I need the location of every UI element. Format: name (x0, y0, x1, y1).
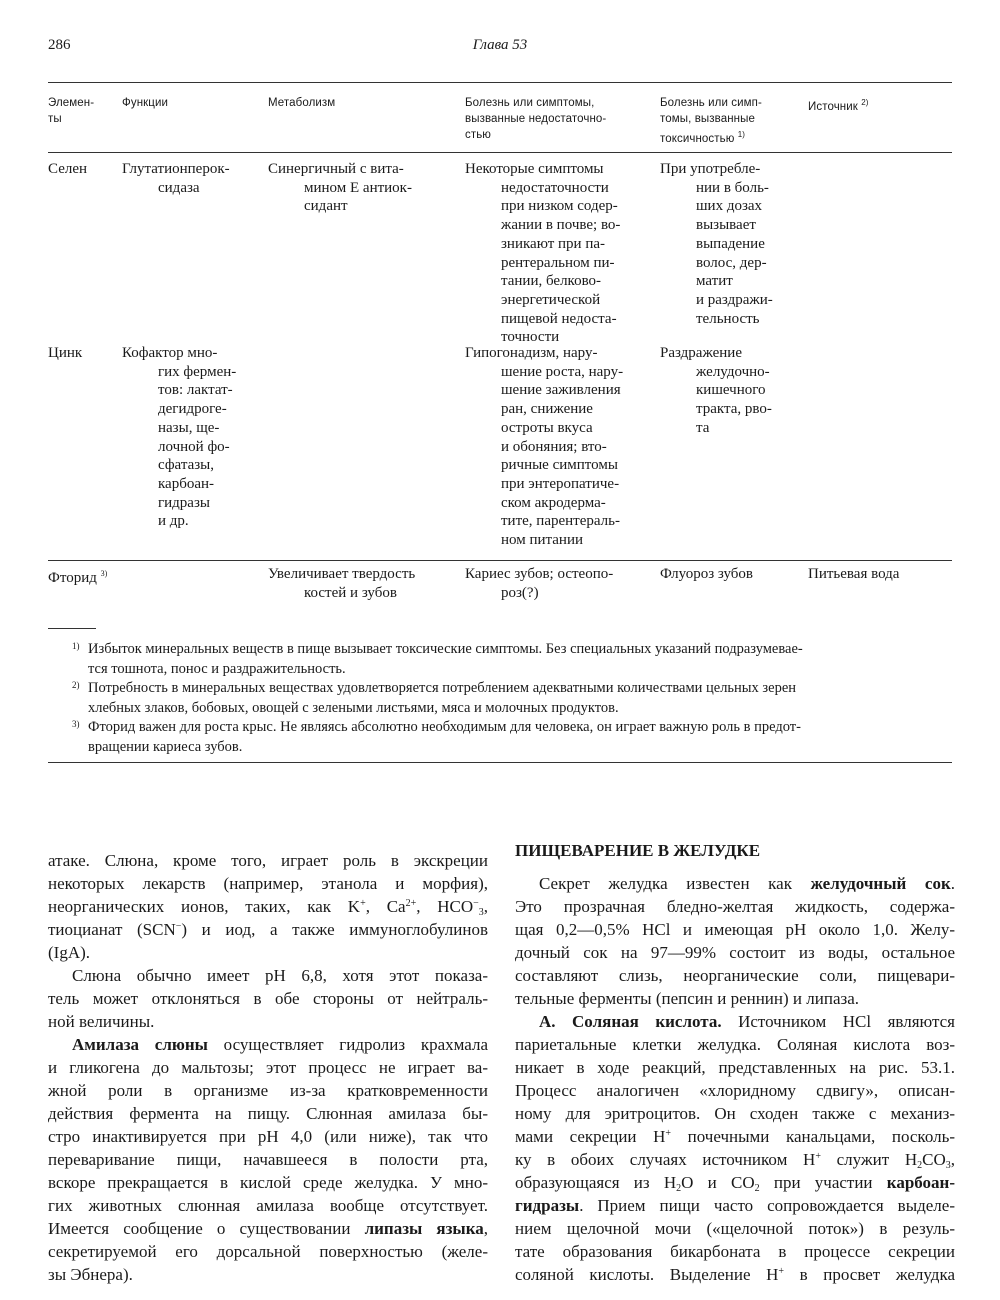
text-line (515, 918, 955, 941)
text-line (48, 1171, 488, 1194)
text-segment: (IgA). (48, 943, 91, 962)
cell-line (48, 160, 87, 179)
text-line (48, 1240, 488, 1263)
cell-line (465, 438, 623, 457)
cell-line (465, 419, 623, 438)
text-line (515, 872, 955, 895)
header-line: Болезнь или симп- (660, 97, 762, 109)
cell-line (122, 363, 236, 382)
text-segment: тельные ферменты (пепсин и реннин) и липаза. (515, 989, 860, 1008)
header-line: Элемен- (48, 97, 95, 109)
text-line (515, 1217, 955, 1240)
text-segment: 2+ (405, 898, 417, 909)
table-cell-toxicity (660, 344, 772, 438)
cell-line (122, 344, 236, 363)
header-line: Болезнь или симптомы, (465, 97, 595, 109)
right-text-column (515, 839, 955, 1286)
text-segment: + (665, 1128, 672, 1139)
text-segment: тиоцианат (SCN (48, 920, 176, 939)
text-line (48, 918, 488, 941)
table-cell-deficiency (465, 344, 623, 550)
table-cell-deficiency (465, 160, 620, 347)
footnote-ref: 3) (100, 569, 108, 578)
cell-text: назы, ще- (158, 419, 220, 436)
bold-term: Амилаза слюны (72, 1035, 208, 1054)
text-segment: O и CO (681, 1173, 755, 1192)
table-cell-deficiency (465, 565, 613, 602)
text-segment: , HCO (416, 897, 474, 916)
cell-text: нии в боль- (696, 179, 769, 196)
text-segment: 2 (917, 1160, 923, 1171)
footnote (72, 679, 952, 718)
text-segment: жной роли в организме из-за кратковременности (48, 1081, 488, 1100)
text-line (515, 941, 955, 964)
cell-text: зникают при па- (501, 235, 605, 252)
cell-line (660, 419, 772, 438)
cell-line (465, 179, 620, 198)
cell-line (660, 272, 773, 291)
table-cell-toxicity (660, 565, 753, 584)
text-line (515, 964, 955, 987)
cell-text: тите, парентераль- (501, 513, 620, 530)
text-segment: париетальные клетки желудка. Соляная кислота воз- (515, 1035, 955, 1054)
text-line (48, 1148, 488, 1171)
cell-text: тов: лактат- (158, 382, 233, 399)
cell-text: шение заживления (501, 382, 621, 399)
cell-line (122, 400, 236, 419)
cell-text: выпадение (696, 235, 765, 252)
header-line: Метаболизм (268, 97, 336, 109)
text-segment: Секрет желудка известен как (539, 874, 811, 893)
text-segment: 3 (478, 907, 484, 918)
cell-text: остроты вкуса (501, 419, 593, 436)
cell-line (268, 565, 415, 584)
cell-line (465, 310, 620, 329)
cell-text: Кофактор мно- (122, 345, 218, 361)
bold-term: гидразы (515, 1196, 580, 1215)
text-segment: мами секреции H (515, 1127, 666, 1146)
text-segment: служит H (820, 1150, 918, 1169)
text-segment: Источником HCl являются (721, 1012, 955, 1031)
cell-line (465, 197, 620, 216)
text-segment: + (360, 898, 366, 909)
text-segment: ному для эритроцитов. Он сходен также с механиз- (515, 1104, 955, 1123)
cell-text: костей и зубов (304, 584, 397, 601)
cell-text: желудочно- (696, 363, 770, 380)
text-line (515, 1010, 955, 1033)
cell-text: тельность (696, 310, 760, 327)
table-header-cell (465, 95, 606, 143)
cell-text: недостаточности (501, 179, 609, 196)
running-head: Глава 53 (472, 37, 528, 53)
text-segment: образующаяся из H (515, 1173, 677, 1192)
cell-line (465, 456, 623, 475)
text-line (515, 1125, 955, 1148)
footnote-line: Фторид важен для роста крыс. Не являясь абсолютно необходимым для человека, он играет важную роль в предот- (88, 719, 801, 735)
text-segment: зы Эбнера). (48, 1265, 133, 1284)
footnote-line: вращении кариеса зубов. (88, 738, 243, 755)
cell-text: ран, снижение (501, 401, 593, 418)
text-segment: неорганических ионов, таких, как K (48, 897, 361, 916)
text-segment: атаке. Слюна, кроме того, играет роль в экскреции (48, 851, 488, 870)
cell-line (122, 160, 230, 179)
footnote-marker: 1) (72, 641, 80, 651)
cell-line (465, 494, 623, 513)
cell-line (465, 363, 623, 382)
footnote-marker: 3) (72, 719, 80, 729)
cell-text: шение роста, нару- (501, 363, 624, 380)
cell-line (660, 291, 773, 310)
cell-line (465, 291, 620, 310)
cell-text: тракта, рво- (696, 401, 772, 418)
table-cell-function (122, 344, 236, 531)
table-cell-element (48, 160, 87, 179)
cell-text: и обоняния; вто- (501, 438, 607, 455)
table-cell-source (808, 565, 899, 584)
footnote-text (72, 640, 952, 679)
cell-line (660, 381, 772, 400)
cell-line (122, 438, 236, 457)
cell-text: Раздражение (660, 345, 742, 361)
cell-line (660, 310, 773, 329)
cell-text: дегидроге- (158, 401, 227, 418)
text-line (48, 1217, 488, 1240)
footnote (72, 640, 952, 679)
cell-line (465, 531, 623, 550)
text-line (48, 941, 488, 964)
cell-line (660, 254, 773, 273)
text-segment: переваривание пищи, начавшееся в полости рта, (48, 1150, 488, 1169)
cell-line (660, 179, 773, 198)
footnote (72, 718, 952, 757)
cell-line (465, 584, 613, 603)
text-segment: и гликогена до мальтозы; этот процесс не играет ва- (48, 1058, 488, 1077)
text-segment: Это прозрачная бледно-желтая жидкость, содержа- (515, 897, 955, 916)
cell-line (660, 197, 773, 216)
footnote-line: Потребность в минеральных веществах удовлетворяется потреблением адекватными количествами цельных зерен (88, 680, 797, 696)
header-text: Источник (808, 100, 858, 113)
cell-text: волос, дер- (696, 254, 767, 271)
table-cell-element (48, 344, 82, 363)
cell-line (465, 272, 620, 291)
cell-text: при энтеропатиче- (501, 475, 620, 492)
table-cell-metabolism (268, 160, 412, 216)
page-number: 286 (48, 37, 71, 53)
cell-text: мином Е антиок- (304, 179, 412, 196)
text-line (515, 1033, 955, 1056)
text-line (515, 1079, 955, 1102)
text-line (48, 1033, 488, 1056)
cell-line (660, 235, 773, 254)
header-text: токсичностью (660, 132, 735, 145)
cell-line (465, 344, 623, 363)
text-segment: тель может отклоняться в обе стороны от нейтраль- (48, 989, 488, 1008)
table-header-cell (268, 95, 335, 111)
text-segment: почечными канальцами, посколь- (671, 1127, 955, 1146)
cell-text: жании в почве; во- (501, 217, 621, 234)
bold-term: желудочный сок (810, 874, 951, 893)
text-segment: + (778, 1266, 785, 1277)
cell-line (465, 216, 620, 235)
footnote-text (72, 679, 952, 718)
cell-text: Синергичный с вита- (268, 161, 404, 177)
cell-text: матит (696, 273, 733, 290)
cell-text: ном питании (501, 532, 584, 549)
text-line (515, 1102, 955, 1125)
cell-line (465, 512, 623, 531)
bold-term: липазы языка (364, 1219, 484, 1238)
text-segment: секретируемой его дорсальной поверхностью (желе- (48, 1242, 488, 1261)
cell-text: пищевой недоста- (501, 310, 617, 327)
cell-text: Гипогонадизм, нару- (465, 345, 598, 361)
cell-line (465, 381, 623, 400)
text-segment: ку в обоих случаях источником H (515, 1150, 816, 1169)
cell-line (268, 160, 412, 179)
footnote-line: хлебных злаков, бобовых, овощей с зелеными листьями, мяса и молочных продуктов. (88, 699, 619, 716)
cell-text: гидразы (158, 494, 210, 511)
table-header-rule (48, 152, 952, 153)
text-segment: дочный сок на 97—99% состоит из воды, остальное (515, 943, 955, 962)
text-line (48, 987, 488, 1010)
footnote-text (72, 718, 952, 757)
text-segment: стро инактивируется при pH 4,0 (или ниже), так что (48, 1127, 488, 1146)
cell-line (122, 456, 236, 475)
header-line (808, 95, 869, 115)
footnote-rule (48, 628, 96, 629)
cell-text: роз(?) (501, 584, 539, 601)
text-segment: вскоре прекращается в кислой среде желудка. У мно- (48, 1173, 488, 1192)
text-segment: соляной кислоты. Выделение H (515, 1265, 779, 1284)
text-segment: щая 0,2—0,5% HCl и имеющая pH около 1,0. Желу- (515, 920, 955, 939)
text-segment: Процесс аналогичен «хлоридному сдвигу», описан- (515, 1081, 955, 1100)
footnote-ref: 1) (737, 130, 746, 139)
cell-text: Флуороз зубов (660, 566, 754, 582)
text-segment: 2 (676, 1183, 682, 1194)
text-segment: , (950, 1150, 956, 1169)
cell-line (268, 179, 412, 198)
cell-line (48, 344, 82, 363)
text-segment: Имеется сообщение о существовании (48, 1219, 365, 1238)
cell-text: Селен (48, 161, 88, 177)
text-segment: нием щелочной мочи («щелочной поток») в резуль- (515, 1219, 955, 1238)
text-line (515, 987, 955, 1010)
header-line: Функции (122, 97, 169, 109)
text-segment: осуществляет гидролиз крахмала (207, 1035, 488, 1054)
left-text-column (48, 849, 488, 1286)
text-segment: составляют слизь, неорганические соли, пищевари- (515, 966, 955, 985)
text-line (48, 895, 488, 918)
bold-term: карбоан- (886, 1173, 956, 1192)
text-segment: , (483, 897, 488, 916)
cell-line (122, 179, 230, 198)
text-line (48, 1194, 488, 1217)
text-line (48, 849, 488, 872)
table-bottom-rule (48, 762, 952, 763)
cell-text: кишечного (696, 382, 766, 399)
cell-line (268, 197, 412, 216)
section-heading: ПИЩЕВАРЕНИЕ В ЖЕЛУДКЕ (515, 841, 761, 860)
cell-text: Фторид (48, 570, 97, 586)
text-line (48, 964, 488, 987)
text-segment: 2 (754, 1183, 760, 1194)
text-line (515, 895, 955, 918)
cell-line (122, 381, 236, 400)
cell-line (465, 400, 623, 419)
bold-term: А. Соляная кислота. (539, 1012, 722, 1031)
cell-line (465, 235, 620, 254)
text-line (48, 1079, 488, 1102)
text-segment: − (175, 921, 182, 932)
cell-text: сфатазы, (158, 457, 214, 474)
cell-line (660, 216, 773, 235)
text-segment: . Прием пищи часто сопровождается выделе- (579, 1196, 955, 1215)
table-cell-function (122, 160, 230, 197)
cell-text: Глутатионперок- (122, 161, 230, 177)
text-segment: ) и иод, а также иммуноглобулинов (181, 920, 488, 939)
cell-text: сидаза (158, 179, 200, 196)
text-line (515, 1148, 955, 1171)
cell-text: лочной фо- (158, 438, 230, 455)
text-line (515, 1056, 955, 1079)
footnote-line: тся тошнота, понос и раздражительность. (88, 660, 346, 677)
text-segment: CO (922, 1150, 946, 1169)
text-segment: в просвет желудка (784, 1265, 955, 1284)
cell-text: вызывает (696, 217, 756, 234)
text-segment: некоторых лекарств (например, этанола и морфия), (48, 874, 488, 893)
cell-text: и др. (158, 513, 189, 530)
cell-text: тании, белково- (501, 273, 602, 290)
header-line: ты (48, 113, 62, 125)
cell-line (122, 494, 236, 513)
cell-text: При употребле- (660, 161, 761, 177)
cell-text: Некоторые симптомы (465, 161, 604, 177)
footnote-marker: 2) (72, 680, 80, 690)
cell-text: Увеличивает твердость (268, 566, 416, 582)
cell-text: при низком содер- (501, 198, 618, 215)
footnote-ref: 2) (861, 98, 869, 107)
table-header-cell (808, 95, 869, 115)
text-segment: . (950, 874, 955, 893)
cell-text: сидант (304, 198, 348, 215)
text-segment: тате образования бикарбоната в процессе секреции (515, 1242, 955, 1261)
header-line: стью (465, 129, 492, 141)
cell-line (465, 475, 623, 494)
cell-line (660, 160, 773, 179)
cell-line (465, 160, 620, 179)
text-segment: Слюна обычно имеет pH 6,8, хотя этот показа- (72, 966, 488, 985)
text-line (48, 1263, 488, 1286)
cell-text: карбоан- (158, 475, 215, 492)
cell-text: Питьевая вода (808, 566, 900, 582)
header-line: томы, вызванные (660, 113, 755, 125)
text-segment: + (815, 1151, 821, 1162)
text-line (515, 1171, 955, 1194)
text-segment: , Ca (365, 897, 406, 916)
text-segment: гих животных слюнная амилаза вообще отсутствует. (48, 1196, 488, 1215)
text-line (515, 1263, 955, 1286)
text-segment: при участии (759, 1173, 887, 1192)
text-segment: , (483, 1219, 488, 1238)
text-line (515, 1194, 955, 1217)
text-segment: − (473, 898, 479, 909)
cell-text: ричные симптомы (501, 457, 618, 474)
cell-line (122, 512, 236, 531)
table-cell-element (48, 565, 107, 588)
text-segment: никает в ходе реакций, представленных на рис. 53.1. (515, 1058, 955, 1077)
text-line (48, 1056, 488, 1079)
text-line (48, 1010, 488, 1033)
text-line (48, 1102, 488, 1125)
table-cell-toxicity (660, 160, 773, 328)
cell-line (660, 565, 753, 584)
cell-line (465, 565, 613, 584)
cell-text: рентеральном пи- (501, 254, 615, 271)
cell-line (48, 565, 107, 588)
text-segment: 3 (945, 1160, 951, 1171)
table-header-cell (122, 95, 168, 111)
cell-text: ших дозах (696, 198, 763, 215)
cell-text: гих фермен- (158, 363, 237, 380)
cell-text: та (696, 419, 710, 436)
text-segment: действия фермента на пищу. Слюнная амилаза бы- (48, 1104, 488, 1123)
table-row-rule (48, 560, 952, 561)
cell-line (465, 254, 620, 273)
footnote-line: Избыток минеральных веществ в пище вызывает токсические симптомы. Без специальных указаний подразумевае- (88, 641, 803, 657)
table-header-cell (48, 95, 94, 127)
cell-text: Кариес зубов; остеопо- (465, 566, 614, 582)
cell-text: точности (501, 329, 560, 346)
cell-line (660, 400, 772, 419)
cell-text: Цинк (48, 345, 83, 361)
cell-line (808, 565, 899, 584)
cell-line (122, 475, 236, 494)
text-segment: ной величины. (48, 1012, 155, 1031)
text-line (48, 872, 488, 895)
cell-line (268, 584, 415, 603)
header-line (660, 127, 762, 147)
cell-text: ском акродерма- (501, 494, 606, 511)
table-top-rule (48, 82, 952, 83)
table-cell-metabolism (268, 565, 415, 602)
cell-text: энергетической (501, 291, 601, 308)
cell-text: и раздражи- (696, 291, 773, 308)
table-header-cell (660, 95, 762, 147)
text-line (48, 1125, 488, 1148)
header-line: вызванные недостаточно- (465, 113, 607, 125)
cell-line (660, 344, 772, 363)
cell-line (660, 363, 772, 382)
text-line (515, 1240, 955, 1263)
cell-line (122, 419, 236, 438)
